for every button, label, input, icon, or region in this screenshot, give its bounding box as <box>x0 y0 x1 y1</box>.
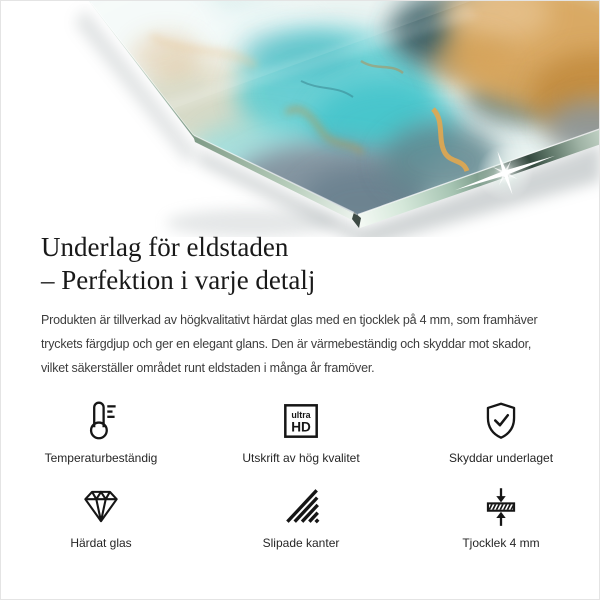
feature-tempered-glass <box>1 483 201 551</box>
feature-temperature <box>1 398 201 466</box>
feature-label: Utskrift av hög kvalitet <box>242 451 360 465</box>
thermometer-icon <box>78 398 124 444</box>
diamond-icon <box>78 483 124 529</box>
page-title-line-2: – Perfektion i varje detalj <box>41 265 316 295</box>
feature-thickness <box>401 483 600 551</box>
bevel-stripes-icon <box>278 483 324 529</box>
product-description <box>41 308 586 380</box>
shield-check-icon <box>478 398 524 444</box>
ultra-hd-text-top: ultra <box>291 409 311 420</box>
feature-label: Temperaturbeständig <box>44 451 158 465</box>
feature-grid <box>1 398 600 551</box>
feature-label: Skyddar underlaget <box>448 451 554 465</box>
feature-label: Slipade kanter <box>262 536 340 550</box>
ultra-hd-icon <box>278 398 324 444</box>
feature-polished-edges <box>201 483 401 551</box>
thickness-arrows-icon <box>478 483 524 529</box>
feature-protects-surface <box>401 398 600 466</box>
description-line: vilket säkerställer området runt eldstaden i många år framöver. <box>41 361 375 375</box>
hero-image <box>1 1 600 237</box>
page-title <box>41 231 315 297</box>
description-line: tryckets färgdjup och ger en elegant glans. Den är värmebeständig och skyddar mot skador, <box>41 337 532 351</box>
ultra-hd-text-bottom: HD <box>291 419 311 435</box>
description-line: Produkten är tillverkad av högkvalitativt härdat glas med en tjocklek på 4 mm, som framhäver <box>41 313 538 327</box>
page-title-line-1: Underlag för eldstaden <box>41 232 289 262</box>
feature-print-quality <box>201 398 401 466</box>
feature-label: Tjocklek 4 mm <box>462 536 540 550</box>
glass-panel-art <box>1 1 600 237</box>
feature-label: Härdat glas <box>70 536 132 550</box>
